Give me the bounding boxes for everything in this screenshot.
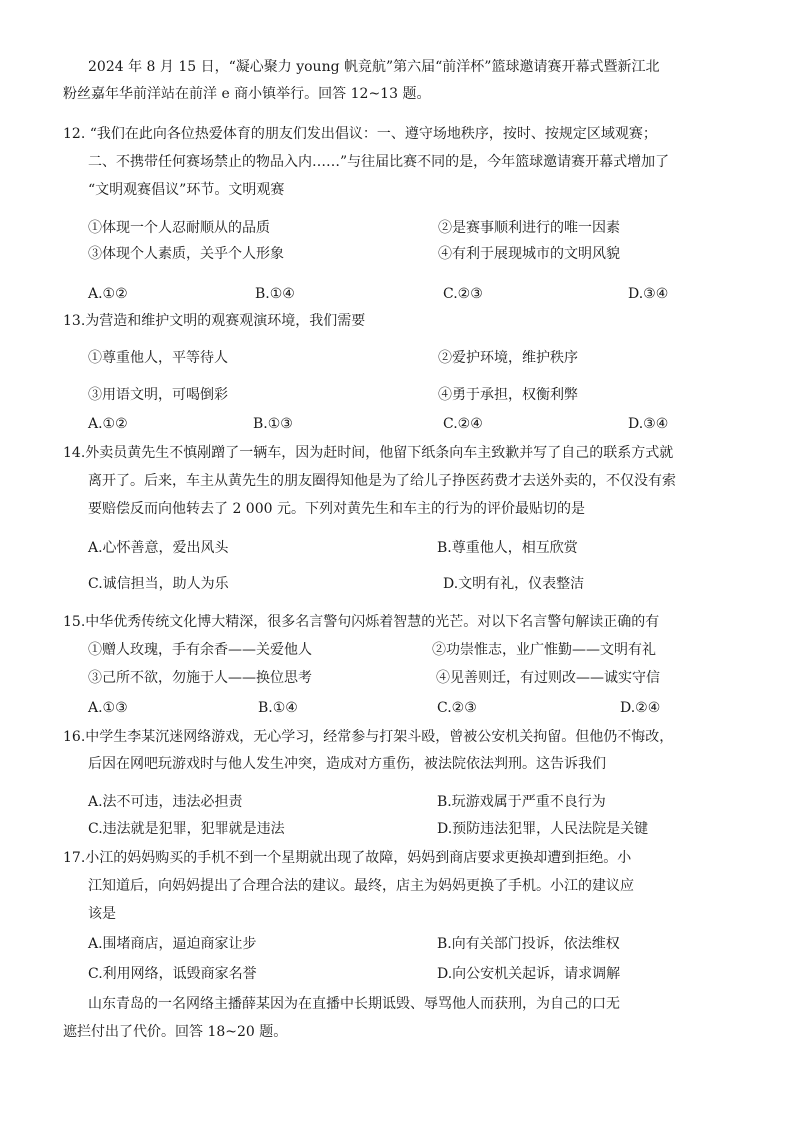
intro-line: 粉丝嘉年华前洋站在前洋 e 商小镇举行。回答 12~13 题。 (63, 86, 431, 102)
intro-line: 2024 年 8 月 15 日，“凝心聚力 young 帆竞航”第六届“前洋杯”篮球邀请赛开幕式暨新江北 (88, 59, 660, 75)
option-d: D.文明有礼，仪表整洁 (443, 576, 585, 592)
question-14-line: 14.外卖员黄先生不慎剐蹭了一辆车，因为赶时间，他留下纸条向车主致歉并写了自己的联系方式就 (63, 445, 674, 461)
option-a: A.①② (88, 416, 128, 432)
statement-1: ①尊重他人，平等待人 (88, 350, 228, 366)
statement-3: ③己所不欲，勿施于人——换位思考 (88, 670, 312, 686)
statement-1: ①体现一个人忍耐顺从的品质 (88, 220, 270, 236)
statement-2: ②功崇惟志，业广惟勤——文明有礼 (432, 642, 656, 658)
question-12-line: 12. “我们在此向各位热爱体育的朋友们发出倡议：一、遵守场地秩序，按时、按规定区域观赛； (63, 126, 657, 142)
option-a: A.围堵商店，逼迫商家让步 (88, 936, 257, 952)
question-15-line: 15.中华优秀传统文化博大精深，很多名言警句闪烁着智慧的光芒。对以下名言警句解读正确的有 (63, 614, 660, 630)
statement-2: ②是赛事顺利进行的唯一因素 (438, 220, 620, 236)
question-16-line: 后因在网吧玩游戏时与他人发生冲突，造成对方重伤，被法院依法判刑。这告诉我们 (88, 756, 606, 772)
intro-line: 遮拦付出了代价。回答 18~20 题。 (63, 1024, 288, 1040)
option-a: A.①② (88, 286, 128, 302)
option-d: D.③④ (628, 416, 669, 432)
option-c: C.②③ (437, 700, 477, 716)
option-a: A.①③ (88, 700, 128, 716)
question-17-line: 该是 (88, 906, 116, 922)
option-d: D.向公安机关起诉，请求调解 (437, 966, 621, 982)
statement-3: ③用语文明，可喝倒彩 (88, 387, 228, 403)
option-a: A.法不可违，违法必担责 (88, 794, 243, 810)
statement-4: ④见善则迁，有过则改——诚实守信 (436, 670, 660, 686)
question-17-line: 17.小江的妈妈购买的手机不到一个星期就出现了故障，妈妈到商店要求更换却遭到拒绝。小 (63, 850, 632, 866)
option-d: D.预防违法犯罪，人民法院是关键 (437, 821, 649, 837)
statement-1: ①赠人玫瑰，手有余香——关爱他人 (88, 642, 312, 658)
intro-line: 山东青岛的一名网络主播薛某因为在直播中长期诋毁、辱骂他人而获刑，为自己的口无 (88, 996, 620, 1012)
option-d: D.③④ (628, 286, 669, 302)
option-b: B.向有关部门投诉，依法维权 (437, 936, 620, 952)
question-14-line: 离开了。后来，车主从黄先生的朋友圈得知他是为了给儿子挣医药费才去送外卖的，不仅没有索 (88, 473, 676, 489)
option-a: A.心怀善意，爱出风头 (88, 540, 229, 556)
question-14-line: 要赔偿反而向他转去了 2 000 元。下列对黄先生和车主的行为的评价最贴切的是 (88, 501, 585, 517)
option-b: B.①④ (258, 700, 298, 716)
option-c: C.②④ (443, 416, 483, 432)
question-12-line: 二、不携带任何赛场禁止的物品入内……”与往届比赛不同的是，今年篮球邀请赛开幕式增加了 (88, 154, 670, 170)
question-12-line: “文明观赛倡议”环节。文明观赛 (88, 182, 285, 198)
option-c: C.诚信担当，助人为乐 (88, 576, 229, 592)
option-c: C.违法就是犯罪，犯罪就是违法 (88, 821, 285, 837)
option-d: D.②④ (620, 700, 661, 716)
option-b: B.尊重他人，相互欣赏 (437, 540, 578, 556)
option-c: C.利用网络，诋毁商家名誉 (88, 966, 257, 982)
option-b: B.①③ (253, 416, 293, 432)
statement-4: ④勇于承担，权衡利弊 (438, 387, 578, 403)
statement-2: ②爱护环境，维护秩序 (438, 350, 578, 366)
question-16-line: 16.中学生李某沉迷网络游戏，无心学习，经常参与打架斗殴，曾被公安机关拘留。但他仍不悔改， (63, 729, 674, 745)
statement-4: ④有利于展现城市的文明风貌 (438, 246, 620, 262)
question-13-line: 13.为营造和维护文明的观赛观演环境，我们需要 (63, 313, 366, 329)
question-17-line: 江知道后，向妈妈提出了合理合法的建议。最终，店主为妈妈更换了手机。小江的建议应 (88, 878, 634, 894)
option-c: C.②③ (443, 286, 483, 302)
option-b: B.①④ (255, 286, 295, 302)
statement-3: ③体现个人素质，关乎个人形象 (88, 246, 284, 262)
option-b: B.玩游戏属于严重不良行为 (437, 794, 606, 810)
